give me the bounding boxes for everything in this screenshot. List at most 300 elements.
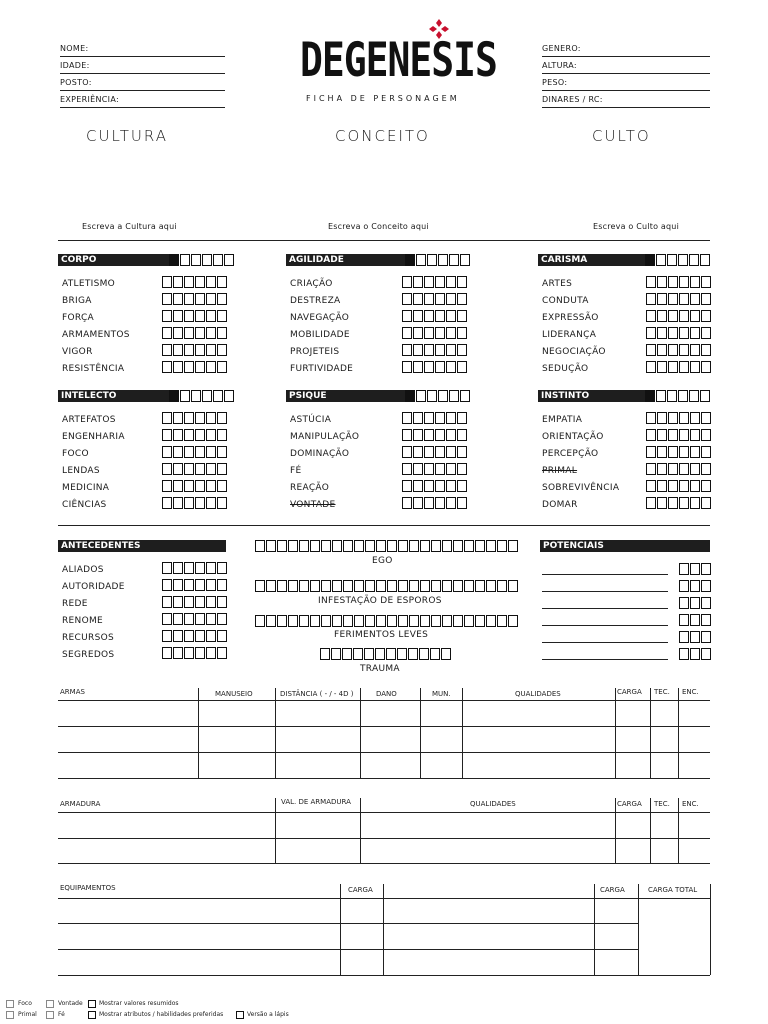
dot-box[interactable] <box>668 429 678 441</box>
money-field[interactable]: DINARES / RC: <box>542 91 710 108</box>
dot-box[interactable] <box>645 254 655 266</box>
dot-box[interactable] <box>430 648 440 660</box>
dot-box[interactable] <box>332 540 342 552</box>
faith-checkbox[interactable] <box>46 1011 54 1019</box>
dot-box[interactable] <box>646 327 656 339</box>
will-checkbox[interactable] <box>46 1000 54 1008</box>
dot-box[interactable] <box>413 361 423 373</box>
dot-box[interactable] <box>413 463 423 475</box>
concept-input[interactable]: Escreva o Conceito aqui <box>328 222 429 231</box>
dot-box[interactable] <box>191 254 201 266</box>
dot-box[interactable] <box>162 327 172 339</box>
dot-box[interactable] <box>657 276 667 288</box>
dot-box[interactable] <box>266 615 276 627</box>
track-boxes[interactable] <box>255 540 518 552</box>
dot-box[interactable] <box>217 579 227 591</box>
dot-box[interactable] <box>413 497 423 509</box>
dot-box[interactable] <box>195 463 205 475</box>
skill-dots[interactable] <box>162 446 227 458</box>
dot-box[interactable] <box>217 562 227 574</box>
dot-box[interactable] <box>162 596 172 608</box>
dot-box[interactable] <box>424 497 434 509</box>
dot-box[interactable] <box>405 390 415 402</box>
dot-box[interactable] <box>387 580 397 592</box>
dot-box[interactable] <box>206 344 216 356</box>
skill-dots[interactable] <box>162 361 227 373</box>
dot-box[interactable] <box>213 254 223 266</box>
dot-box[interactable] <box>701 293 711 305</box>
dot-box[interactable] <box>700 254 710 266</box>
dot-box[interactable] <box>690 463 700 475</box>
dot-box[interactable] <box>162 293 172 305</box>
dot-box[interactable] <box>173 412 183 424</box>
skill-dots[interactable] <box>646 310 711 322</box>
dot-box[interactable] <box>668 344 678 356</box>
potential-name-field[interactable] <box>542 642 668 643</box>
dot-box[interactable] <box>646 463 656 475</box>
dot-box[interactable] <box>457 361 467 373</box>
dot-box[interactable] <box>255 540 265 552</box>
dot-box[interactable] <box>173 596 183 608</box>
dot-box[interactable] <box>206 276 216 288</box>
dot-box[interactable] <box>668 293 678 305</box>
dot-box[interactable] <box>162 480 172 492</box>
preferred-attributes-checkbox[interactable] <box>88 1011 96 1019</box>
dot-box[interactable] <box>679 563 689 575</box>
dot-box[interactable] <box>354 540 364 552</box>
dot-box[interactable] <box>646 293 656 305</box>
dot-box[interactable] <box>668 480 678 492</box>
dot-box[interactable] <box>169 390 179 402</box>
skill-dots[interactable] <box>402 344 467 356</box>
dot-box[interactable] <box>217 327 227 339</box>
potential-dots[interactable] <box>679 597 711 609</box>
rank-field[interactable]: POSTO: <box>60 74 225 91</box>
attribute-dots[interactable] <box>645 254 710 266</box>
dot-box[interactable] <box>446 497 456 509</box>
dot-box[interactable] <box>457 429 467 441</box>
dot-box[interactable] <box>656 254 666 266</box>
dot-box[interactable] <box>343 540 353 552</box>
dot-box[interactable] <box>195 579 205 591</box>
dot-box[interactable] <box>255 615 265 627</box>
dot-box[interactable] <box>690 480 700 492</box>
dot-box[interactable] <box>679 631 689 643</box>
dot-box[interactable] <box>184 276 194 288</box>
dot-box[interactable] <box>180 254 190 266</box>
dot-box[interactable] <box>398 580 408 592</box>
dot-box[interactable] <box>332 615 342 627</box>
dot-box[interactable] <box>184 613 194 625</box>
dot-box[interactable] <box>184 562 194 574</box>
dot-box[interactable] <box>277 580 287 592</box>
background-dots[interactable] <box>162 613 227 625</box>
dot-box[interactable] <box>679 648 689 660</box>
potential-dots[interactable] <box>679 614 711 626</box>
dot-box[interactable] <box>690 276 700 288</box>
cult-input[interactable]: Escreva o Culto aqui <box>593 222 679 231</box>
dot-box[interactable] <box>701 580 711 592</box>
dot-box[interactable] <box>668 276 678 288</box>
dot-box[interactable] <box>657 361 667 373</box>
dot-box[interactable] <box>438 254 448 266</box>
dot-box[interactable] <box>457 463 467 475</box>
dot-box[interactable] <box>424 327 434 339</box>
dot-box[interactable] <box>397 648 407 660</box>
dot-box[interactable] <box>376 580 386 592</box>
dot-box[interactable] <box>690 446 700 458</box>
dot-box[interactable] <box>486 580 496 592</box>
dot-box[interactable] <box>266 540 276 552</box>
attribute-dots[interactable] <box>405 254 470 266</box>
dot-box[interactable] <box>413 310 423 322</box>
dot-box[interactable] <box>332 580 342 592</box>
dot-box[interactable] <box>679 361 689 373</box>
dot-box[interactable] <box>288 580 298 592</box>
potential-name-field[interactable] <box>542 574 668 575</box>
dot-box[interactable] <box>206 579 216 591</box>
dot-box[interactable] <box>213 390 223 402</box>
dot-box[interactable] <box>162 276 172 288</box>
dot-box[interactable] <box>217 361 227 373</box>
dot-box[interactable] <box>402 276 412 288</box>
dot-box[interactable] <box>169 254 179 266</box>
dot-box[interactable] <box>195 446 205 458</box>
dot-box[interactable] <box>321 580 331 592</box>
dot-box[interactable] <box>195 596 205 608</box>
dot-box[interactable] <box>364 648 374 660</box>
dot-box[interactable] <box>442 540 452 552</box>
dot-box[interactable] <box>387 540 397 552</box>
skill-dots[interactable] <box>402 412 467 424</box>
dot-box[interactable] <box>206 596 216 608</box>
dot-box[interactable] <box>679 597 689 609</box>
dot-box[interactable] <box>173 630 183 642</box>
dot-box[interactable] <box>353 648 363 660</box>
dot-box[interactable] <box>690 563 700 575</box>
dot-box[interactable] <box>475 615 485 627</box>
dot-box[interactable] <box>217 429 227 441</box>
dot-box[interactable] <box>195 630 205 642</box>
dot-box[interactable] <box>206 630 216 642</box>
dot-box[interactable] <box>288 540 298 552</box>
dot-box[interactable] <box>668 361 678 373</box>
dot-box[interactable] <box>409 580 419 592</box>
dot-box[interactable] <box>184 327 194 339</box>
skill-dots[interactable] <box>402 463 467 475</box>
skill-dots[interactable] <box>646 276 711 288</box>
dot-box[interactable] <box>689 254 699 266</box>
dot-box[interactable] <box>446 310 456 322</box>
dot-box[interactable] <box>266 580 276 592</box>
dot-box[interactable] <box>690 631 700 643</box>
dot-box[interactable] <box>667 254 677 266</box>
dot-box[interactable] <box>184 647 194 659</box>
dot-box[interactable] <box>446 480 456 492</box>
dot-box[interactable] <box>420 580 430 592</box>
skill-dots[interactable] <box>162 310 227 322</box>
dot-box[interactable] <box>365 615 375 627</box>
gender-field[interactable]: GENERO: <box>542 40 710 57</box>
skill-dots[interactable] <box>646 293 711 305</box>
dot-box[interactable] <box>184 596 194 608</box>
potential-name-field[interactable] <box>542 625 668 626</box>
dot-box[interactable] <box>173 562 183 574</box>
dot-box[interactable] <box>173 579 183 591</box>
dot-box[interactable] <box>701 648 711 660</box>
dot-box[interactable] <box>217 412 227 424</box>
dot-box[interactable] <box>497 615 507 627</box>
skill-dots[interactable] <box>402 276 467 288</box>
skill-dots[interactable] <box>162 463 227 475</box>
dot-box[interactable] <box>453 580 463 592</box>
height-field[interactable]: ALTURA: <box>542 57 710 74</box>
dot-box[interactable] <box>690 648 700 660</box>
dot-box[interactable] <box>424 344 434 356</box>
dot-box[interactable] <box>162 647 172 659</box>
dot-box[interactable] <box>435 361 445 373</box>
dot-box[interactable] <box>449 390 459 402</box>
potential-dots[interactable] <box>679 580 711 592</box>
dot-box[interactable] <box>195 293 205 305</box>
dot-box[interactable] <box>449 254 459 266</box>
dot-box[interactable] <box>402 446 412 458</box>
dot-box[interactable] <box>464 580 474 592</box>
dot-box[interactable] <box>173 647 183 659</box>
dot-box[interactable] <box>690 293 700 305</box>
dot-box[interactable] <box>180 390 190 402</box>
dot-box[interactable] <box>657 480 667 492</box>
attribute-dots[interactable] <box>405 390 470 402</box>
dot-box[interactable] <box>435 480 445 492</box>
dot-box[interactable] <box>679 580 689 592</box>
dot-box[interactable] <box>224 390 234 402</box>
dot-box[interactable] <box>402 327 412 339</box>
dot-box[interactable] <box>424 293 434 305</box>
dot-box[interactable] <box>646 429 656 441</box>
summary-values-checkbox[interactable] <box>88 1000 96 1008</box>
dot-box[interactable] <box>668 463 678 475</box>
dot-box[interactable] <box>310 615 320 627</box>
skill-dots[interactable] <box>646 412 711 424</box>
dot-box[interactable] <box>184 293 194 305</box>
dot-box[interactable] <box>438 390 448 402</box>
dot-box[interactable] <box>162 361 172 373</box>
dot-box[interactable] <box>217 463 227 475</box>
dot-box[interactable] <box>668 412 678 424</box>
dot-box[interactable] <box>217 596 227 608</box>
skill-dots[interactable] <box>162 276 227 288</box>
dot-box[interactable] <box>162 497 172 509</box>
dot-box[interactable] <box>402 429 412 441</box>
dot-box[interactable] <box>195 310 205 322</box>
dot-box[interactable] <box>690 344 700 356</box>
dot-box[interactable] <box>441 648 451 660</box>
dot-box[interactable] <box>657 344 667 356</box>
dot-box[interactable] <box>402 361 412 373</box>
dot-box[interactable] <box>195 276 205 288</box>
dot-box[interactable] <box>646 446 656 458</box>
skill-dots[interactable] <box>402 293 467 305</box>
dot-box[interactable] <box>457 327 467 339</box>
dot-box[interactable] <box>646 361 656 373</box>
dot-box[interactable] <box>184 412 194 424</box>
dot-box[interactable] <box>701 344 711 356</box>
dot-box[interactable] <box>365 540 375 552</box>
dot-box[interactable] <box>657 497 667 509</box>
dot-box[interactable] <box>413 480 423 492</box>
dot-box[interactable] <box>668 446 678 458</box>
dot-box[interactable] <box>690 597 700 609</box>
dot-box[interactable] <box>690 580 700 592</box>
skill-dots[interactable] <box>646 344 711 356</box>
dot-box[interactable] <box>457 344 467 356</box>
dot-box[interactable] <box>460 390 470 402</box>
dot-box[interactable] <box>420 615 430 627</box>
dot-box[interactable] <box>667 390 677 402</box>
dot-box[interactable] <box>376 540 386 552</box>
dot-box[interactable] <box>457 293 467 305</box>
dot-box[interactable] <box>195 613 205 625</box>
track-boxes[interactable] <box>255 580 518 592</box>
dot-box[interactable] <box>442 580 452 592</box>
dot-box[interactable] <box>690 412 700 424</box>
dot-box[interactable] <box>431 615 441 627</box>
dot-box[interactable] <box>288 615 298 627</box>
dot-box[interactable] <box>457 497 467 509</box>
age-field[interactable]: IDADE: <box>60 57 225 74</box>
skill-dots[interactable] <box>646 446 711 458</box>
dot-box[interactable] <box>446 446 456 458</box>
dot-box[interactable] <box>701 429 711 441</box>
dot-box[interactable] <box>162 446 172 458</box>
dot-box[interactable] <box>173 463 183 475</box>
dot-box[interactable] <box>413 276 423 288</box>
dot-box[interactable] <box>354 615 364 627</box>
dot-box[interactable] <box>206 293 216 305</box>
dot-box[interactable] <box>162 344 172 356</box>
dot-box[interactable] <box>427 390 437 402</box>
skill-dots[interactable] <box>646 327 711 339</box>
skill-dots[interactable] <box>402 429 467 441</box>
dot-box[interactable] <box>424 446 434 458</box>
dot-box[interactable] <box>173 344 183 356</box>
dot-box[interactable] <box>457 310 467 322</box>
dot-box[interactable] <box>342 648 352 660</box>
dot-box[interactable] <box>173 276 183 288</box>
dot-box[interactable] <box>206 497 216 509</box>
dot-box[interactable] <box>173 327 183 339</box>
potential-dots[interactable] <box>679 648 711 660</box>
dot-box[interactable] <box>424 429 434 441</box>
dot-box[interactable] <box>387 615 397 627</box>
skill-dots[interactable] <box>646 463 711 475</box>
skill-dots[interactable] <box>162 344 227 356</box>
dot-box[interactable] <box>657 463 667 475</box>
dot-box[interactable] <box>184 429 194 441</box>
background-dots[interactable] <box>162 647 227 659</box>
dot-box[interactable] <box>668 327 678 339</box>
background-dots[interactable] <box>162 562 227 574</box>
focus-checkbox[interactable] <box>6 1000 14 1008</box>
dot-box[interactable] <box>173 613 183 625</box>
track-boxes[interactable] <box>320 648 451 660</box>
dot-box[interactable] <box>162 412 172 424</box>
dot-box[interactable] <box>446 276 456 288</box>
dot-box[interactable] <box>162 310 172 322</box>
dot-box[interactable] <box>386 648 396 660</box>
dot-box[interactable] <box>435 429 445 441</box>
dot-box[interactable] <box>206 429 216 441</box>
attribute-dots[interactable] <box>169 390 234 402</box>
dot-box[interactable] <box>184 344 194 356</box>
dot-box[interactable] <box>217 276 227 288</box>
dot-box[interactable] <box>656 390 666 402</box>
dot-box[interactable] <box>184 480 194 492</box>
dot-box[interactable] <box>701 446 711 458</box>
potential-dots[interactable] <box>679 563 711 575</box>
dot-box[interactable] <box>435 310 445 322</box>
dot-box[interactable] <box>299 540 309 552</box>
background-dots[interactable] <box>162 579 227 591</box>
dot-box[interactable] <box>195 647 205 659</box>
dot-box[interactable] <box>646 497 656 509</box>
dot-box[interactable] <box>217 630 227 642</box>
dot-box[interactable] <box>431 580 441 592</box>
skill-dots[interactable] <box>402 327 467 339</box>
dot-box[interactable] <box>446 293 456 305</box>
dot-box[interactable] <box>701 463 711 475</box>
dot-box[interactable] <box>331 648 341 660</box>
skill-dots[interactable] <box>402 497 467 509</box>
dot-box[interactable] <box>184 497 194 509</box>
dot-box[interactable] <box>646 344 656 356</box>
skill-dots[interactable] <box>646 480 711 492</box>
dot-box[interactable] <box>184 446 194 458</box>
dot-box[interactable] <box>678 390 688 402</box>
dot-box[interactable] <box>184 361 194 373</box>
dot-box[interactable] <box>195 497 205 509</box>
dot-box[interactable] <box>701 276 711 288</box>
dot-box[interactable] <box>217 497 227 509</box>
skill-dots[interactable] <box>402 446 467 458</box>
dot-box[interactable] <box>409 540 419 552</box>
dot-box[interactable] <box>486 615 496 627</box>
dot-box[interactable] <box>435 446 445 458</box>
dot-box[interactable] <box>679 446 689 458</box>
dot-box[interactable] <box>299 615 309 627</box>
dot-box[interactable] <box>446 327 456 339</box>
dot-box[interactable] <box>668 310 678 322</box>
dot-box[interactable] <box>343 580 353 592</box>
dot-box[interactable] <box>206 480 216 492</box>
dot-box[interactable] <box>435 463 445 475</box>
dot-box[interactable] <box>679 412 689 424</box>
dot-box[interactable] <box>497 580 507 592</box>
skill-dots[interactable] <box>162 497 227 509</box>
culture-input[interactable]: Escreva a Cultura aqui <box>82 222 177 231</box>
dot-box[interactable] <box>701 361 711 373</box>
dot-box[interactable] <box>217 446 227 458</box>
dot-box[interactable] <box>453 540 463 552</box>
dot-box[interactable] <box>679 293 689 305</box>
dot-box[interactable] <box>173 480 183 492</box>
dot-box[interactable] <box>679 429 689 441</box>
dot-box[interactable] <box>442 615 452 627</box>
dot-box[interactable] <box>446 429 456 441</box>
dot-box[interactable] <box>435 293 445 305</box>
dot-box[interactable] <box>419 648 429 660</box>
